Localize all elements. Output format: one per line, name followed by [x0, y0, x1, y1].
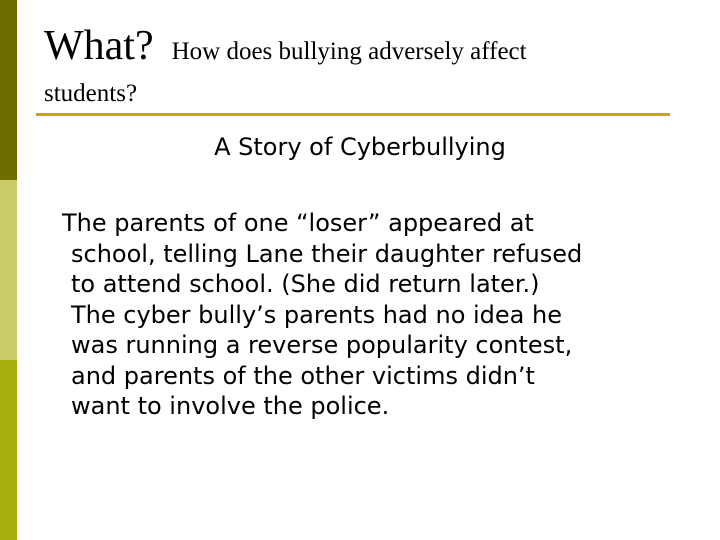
story-line: school, telling Lane their daughter refused — [71, 239, 583, 268]
story-line: want to involve the police. — [71, 392, 390, 420]
story-paragraph — [62, 208, 682, 422]
section-subtitle: A Story of Cyberbullying — [214, 133, 506, 161]
story-line: was running a reverse popularity contest, — [71, 331, 573, 359]
title-divider — [36, 113, 670, 116]
story-line: to attend school. (She did return later.) — [71, 270, 540, 298]
accent-bar-bottom — [0, 360, 17, 540]
accent-bar-middle — [0, 180, 17, 360]
slide-title — [44, 20, 527, 72]
story-line: The cyber bully’s parents had no idea he — [71, 300, 562, 329]
title-subtext-continued: students? — [44, 80, 138, 107]
title-main: What? — [44, 23, 154, 69]
story-line: The parents of one “loser” appeared at — [62, 209, 534, 237]
title-subtext: How does bullying adversely affect — [171, 38, 527, 65]
story-line: and parents of the other victims didn’t — [71, 361, 535, 390]
